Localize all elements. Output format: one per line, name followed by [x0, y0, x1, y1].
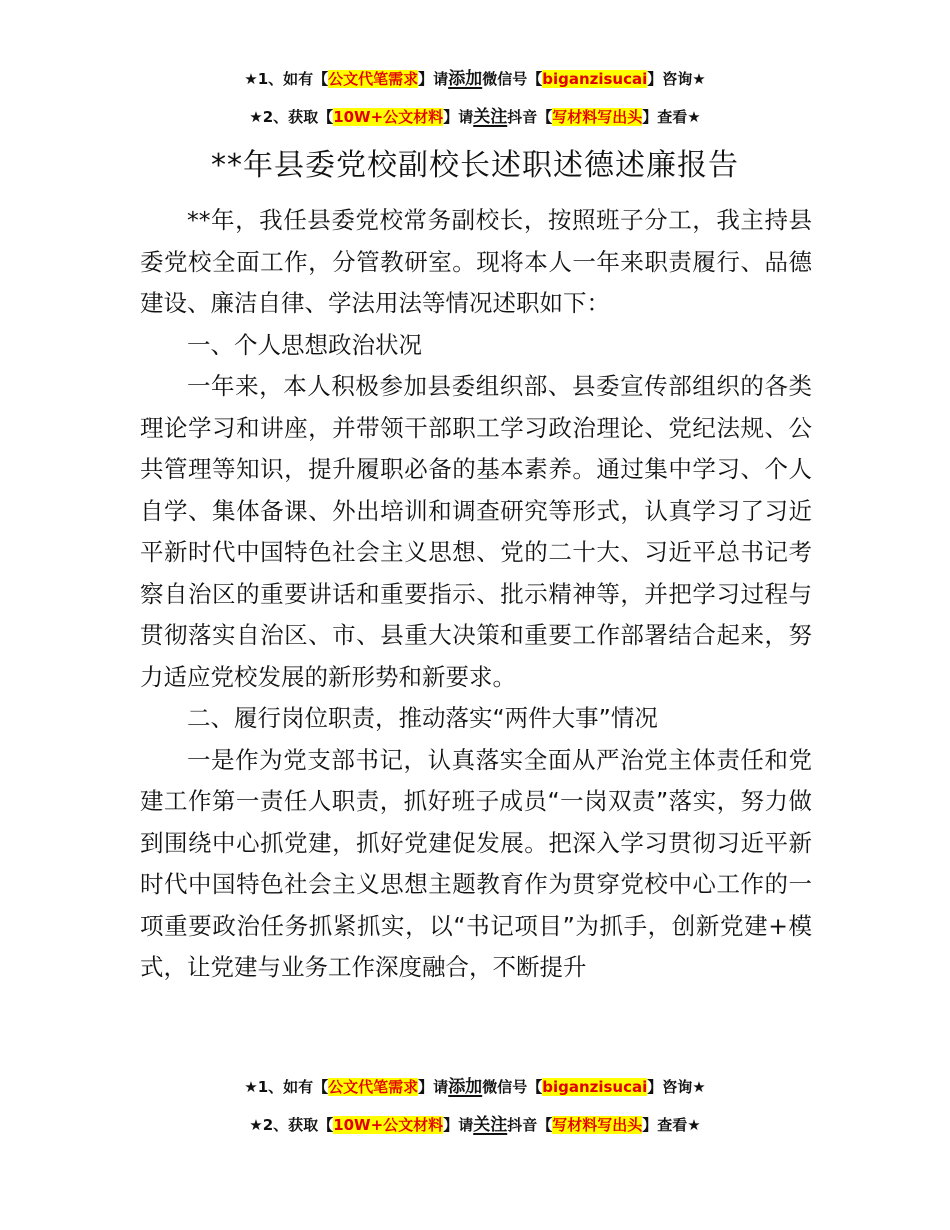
- highlight-service: 公文代笔需求: [328, 70, 419, 88]
- underlined-keyword: 关注: [473, 1115, 508, 1135]
- highlight-wechat-id: biganzisucai: [542, 1078, 648, 1096]
- banner-text: 】查看★: [642, 1116, 701, 1134]
- paragraph-intro: **年，我任县委党校常务副校长，按照班子分工，我主持县委党校全面工作，分管教研室。现将本人一年来职责履行、品德建设、廉洁自律、学法用法等情况述职如下：: [140, 206, 812, 317]
- banner-text: 】请: [443, 1116, 474, 1134]
- section-heading-2: 二、履行岗位职责，推动落实“两件大事”情况: [187, 704, 658, 732]
- highlight-wechat-id: biganzisucai: [542, 70, 648, 88]
- paragraph-section-1: 一年来，本人积极参加县委组织部、县委宣传部组织的各类理论学习和讲座，并带领干部职工学习政治理论、党纪法规、公共管理等知识，提升履职必备的基本素养。通过集中学习、个人自学、集体备课、外出培训和调查研究等形式，认真学习了习近平新时代中国特色社会主义思想、党的二十大、习近平总书记考察自治区的重要讲话和重要指示、批示精神等，并把学习过程与贯彻落实自治区、市、县重大决策和重要工作部署结合起来，努力适应党校发展的新形势和新要求。: [140, 372, 812, 691]
- banner-text: 】请: [418, 70, 449, 88]
- banner-text: 微信号【: [482, 1078, 543, 1096]
- section-heading-1: 一、个人思想政治状况: [187, 330, 422, 359]
- highlight-materials: 10W+公文材料: [333, 108, 444, 126]
- highlight-douyin-id: 写材料写出头: [552, 108, 643, 126]
- banner-text: ★1、如有【: [244, 1078, 329, 1096]
- promo-banner-top-line-1: [0, 66, 950, 92]
- banner-text: 】请: [418, 1078, 449, 1096]
- underlined-keyword: 关注: [473, 107, 508, 127]
- highlight-service: 公文代笔需求: [328, 1078, 419, 1096]
- banner-text: ★2、获取【: [249, 108, 334, 126]
- banner-text: 】咨询★: [647, 1078, 706, 1096]
- document-title: **年县委党校副校长述职述德述廉报告: [211, 148, 739, 183]
- banner-text: 微信号【: [482, 70, 543, 88]
- banner-text: 抖音【: [507, 1116, 553, 1134]
- banner-text: 】请: [443, 108, 474, 126]
- promo-banner-bottom-line-1: [0, 1074, 950, 1100]
- banner-text: ★1、如有【: [244, 70, 329, 88]
- banner-text: 】咨询★: [647, 70, 706, 88]
- underlined-keyword: 添加: [448, 69, 483, 89]
- document-body: [140, 200, 812, 989]
- promo-banner-top-line-2: [0, 104, 950, 130]
- underlined-keyword: 添加: [448, 1077, 483, 1097]
- promo-banner-bottom-line-2: [0, 1112, 950, 1138]
- highlight-materials: 10W+公文材料: [333, 1116, 444, 1134]
- banner-text: 抖音【: [507, 108, 553, 126]
- highlight-douyin-id: 写材料写出头: [552, 1116, 643, 1134]
- banner-text: ★2、获取【: [249, 1116, 334, 1134]
- banner-text: 】查看★: [642, 108, 701, 126]
- paragraph-section-2: 一是作为党支部书记，认真落实全面从严治党主体责任和党建工作第一责任人职责，抓好班子成员“一岗双责”落实，努力做到围绕中心抓党建，抓好党建促发展。把深入学习贯彻习近平新时代中国特色社会主义思想主题教育作为贯穿党校中心工作的一项重要政治任务抓紧抓实，以“书记项目”为抓手，创新党建+模式，让党建与业务工作深度融合，不断提升: [140, 745, 812, 981]
